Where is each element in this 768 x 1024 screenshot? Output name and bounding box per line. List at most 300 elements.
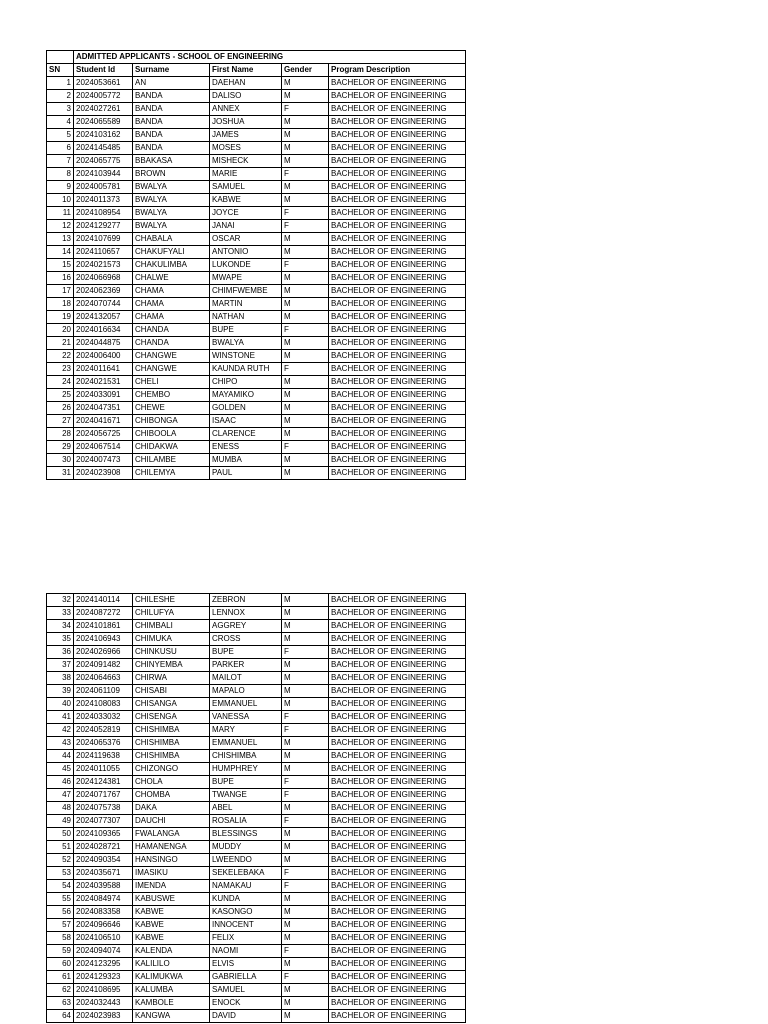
program-cell: BACHELOR OF ENGINEERING xyxy=(329,272,466,285)
table-row xyxy=(47,194,466,207)
program-cell: BACHELOR OF ENGINEERING xyxy=(329,685,466,698)
program-cell: BACHELOR OF ENGINEERING xyxy=(329,789,466,802)
student-id-cell: 2024108954 xyxy=(74,207,133,220)
student-id-cell: 2024044875 xyxy=(74,337,133,350)
student-id-cell: 2024028721 xyxy=(74,841,133,854)
first-name-cell: MWAPE xyxy=(210,272,282,285)
surname-cell: CHIRWA xyxy=(133,672,210,685)
first-name-cell: KASONGO xyxy=(210,906,282,919)
first-name-cell: MAILOT xyxy=(210,672,282,685)
gender-cell: M xyxy=(282,737,329,750)
student-id-cell: 2024094074 xyxy=(74,945,133,958)
student-id-cell: 2024132057 xyxy=(74,311,133,324)
sn-cell: 51 xyxy=(47,841,74,854)
student-id-cell: 2024070744 xyxy=(74,298,133,311)
student-id-cell: 2024071767 xyxy=(74,789,133,802)
sn-cell: 63 xyxy=(47,997,74,1010)
table-row xyxy=(47,828,466,841)
student-id-cell: 2024021531 xyxy=(74,376,133,389)
surname-cell: CHAMA xyxy=(133,298,210,311)
first-name-cell: NAOMI xyxy=(210,945,282,958)
gender-cell: F xyxy=(282,815,329,828)
gender-cell: M xyxy=(282,272,329,285)
table-row xyxy=(47,233,466,246)
table-row xyxy=(47,298,466,311)
sn-cell: 5 xyxy=(47,129,74,142)
surname-cell: BWALYA xyxy=(133,181,210,194)
program-cell: BACHELOR OF ENGINEERING xyxy=(329,324,466,337)
program-cell: BACHELOR OF ENGINEERING xyxy=(329,168,466,181)
sn-cell: 48 xyxy=(47,802,74,815)
table-row xyxy=(47,620,466,633)
student-id-cell: 2024066968 xyxy=(74,272,133,285)
gender-cell: F xyxy=(282,259,329,272)
sn-cell: 12 xyxy=(47,220,74,233)
first-name-cell: BWALYA xyxy=(210,337,282,350)
program-cell: BACHELOR OF ENGINEERING xyxy=(329,428,466,441)
sn-cell: 29 xyxy=(47,441,74,454)
sn-cell: 55 xyxy=(47,893,74,906)
table-row xyxy=(47,607,466,620)
program-cell: BACHELOR OF ENGINEERING xyxy=(329,363,466,376)
table-row xyxy=(47,207,466,220)
first-name-cell: ANTONIO xyxy=(210,246,282,259)
gender-cell: M xyxy=(282,854,329,867)
student-id-cell: 2024106943 xyxy=(74,633,133,646)
surname-cell: CHAMA xyxy=(133,311,210,324)
sn-cell: 39 xyxy=(47,685,74,698)
surname-cell: CHISHIMBA xyxy=(133,737,210,750)
student-id-cell: 2024129323 xyxy=(74,971,133,984)
sn-cell: 7 xyxy=(47,155,74,168)
program-cell: BACHELOR OF ENGINEERING xyxy=(329,259,466,272)
first-name-cell: ANNEX xyxy=(210,103,282,116)
student-id-cell: 2024005781 xyxy=(74,181,133,194)
gender-cell: M xyxy=(282,246,329,259)
table-row xyxy=(47,633,466,646)
program-cell: BACHELOR OF ENGINEERING xyxy=(329,984,466,997)
surname-cell: HANSINGO xyxy=(133,854,210,867)
program-cell: BACHELOR OF ENGINEERING xyxy=(329,711,466,724)
surname-cell: CHISANGA xyxy=(133,698,210,711)
student-id-cell: 2024039588 xyxy=(74,880,133,893)
gender-cell: M xyxy=(282,467,329,480)
table-row xyxy=(47,659,466,672)
surname-cell: CHANGWE xyxy=(133,350,210,363)
header-student-id: Student Id xyxy=(74,64,133,77)
program-cell: BACHELOR OF ENGINEERING xyxy=(329,129,466,142)
student-id-cell: 2024005772 xyxy=(74,90,133,103)
table-row xyxy=(47,880,466,893)
first-name-cell: NAMAKAU xyxy=(210,880,282,893)
table-row xyxy=(47,919,466,932)
first-name-cell: JANAI xyxy=(210,220,282,233)
gender-cell: M xyxy=(282,659,329,672)
table-row xyxy=(47,142,466,155)
table-row xyxy=(47,594,466,607)
surname-cell: CHILESHE xyxy=(133,594,210,607)
program-cell: BACHELOR OF ENGINEERING xyxy=(329,724,466,737)
student-id-cell: 2024065775 xyxy=(74,155,133,168)
student-id-cell: 2024062369 xyxy=(74,285,133,298)
first-name-cell: ROSALIA xyxy=(210,815,282,828)
gender-cell: M xyxy=(282,893,329,906)
first-name-cell: BLESSINGS xyxy=(210,828,282,841)
sn-cell: 33 xyxy=(47,607,74,620)
first-name-cell: MARIE xyxy=(210,168,282,181)
first-name-cell: EMMANUEL xyxy=(210,698,282,711)
surname-cell: CHIMUKA xyxy=(133,633,210,646)
first-name-cell: KUNDA xyxy=(210,893,282,906)
sn-cell: 20 xyxy=(47,324,74,337)
sn-cell: 9 xyxy=(47,181,74,194)
surname-cell: CHISABI xyxy=(133,685,210,698)
program-cell: BACHELOR OF ENGINEERING xyxy=(329,815,466,828)
table-row xyxy=(47,971,466,984)
table-row xyxy=(47,77,466,90)
sn-cell: 1 xyxy=(47,77,74,90)
gender-cell: M xyxy=(282,906,329,919)
surname-cell: BANDA xyxy=(133,103,210,116)
program-cell: BACHELOR OF ENGINEERING xyxy=(329,311,466,324)
program-cell: BACHELOR OF ENGINEERING xyxy=(329,633,466,646)
table-row xyxy=(47,750,466,763)
sn-cell: 42 xyxy=(47,724,74,737)
title-spacer-cell xyxy=(47,51,74,64)
sn-cell: 31 xyxy=(47,467,74,480)
table-title: ADMITTED APPLICANTS - SCHOOL OF ENGINEERING xyxy=(74,51,466,64)
program-cell: BACHELOR OF ENGINEERING xyxy=(329,402,466,415)
gender-cell: F xyxy=(282,220,329,233)
surname-cell: CHIBOOLA xyxy=(133,428,210,441)
surname-cell: KABWE xyxy=(133,906,210,919)
table-row xyxy=(47,155,466,168)
surname-cell: CHILAMBE xyxy=(133,454,210,467)
program-cell: BACHELOR OF ENGINEERING xyxy=(329,155,466,168)
student-id-cell: 2024032443 xyxy=(74,997,133,1010)
gender-cell: M xyxy=(282,415,329,428)
student-id-cell: 2024110657 xyxy=(74,246,133,259)
first-name-cell: ABEL xyxy=(210,802,282,815)
first-name-cell: ZEBRON xyxy=(210,594,282,607)
table-row xyxy=(47,1010,466,1023)
surname-cell: KAMBOLE xyxy=(133,997,210,1010)
sn-cell: 46 xyxy=(47,776,74,789)
gender-cell: M xyxy=(282,841,329,854)
gender-cell: M xyxy=(282,620,329,633)
surname-cell: KABWE xyxy=(133,932,210,945)
gender-cell: M xyxy=(282,594,329,607)
surname-cell: CHIDAKWA xyxy=(133,441,210,454)
surname-cell: IMASIKU xyxy=(133,867,210,880)
surname-cell: BANDA xyxy=(133,116,210,129)
surname-cell: KALUMBA xyxy=(133,984,210,997)
table-row xyxy=(47,841,466,854)
surname-cell: CHANDA xyxy=(133,337,210,350)
header-sn: SN xyxy=(47,64,74,77)
sn-cell: 23 xyxy=(47,363,74,376)
gender-cell: M xyxy=(282,454,329,467)
sn-cell: 53 xyxy=(47,867,74,880)
first-name-cell: CLARENCE xyxy=(210,428,282,441)
first-name-cell: WINSTONE xyxy=(210,350,282,363)
student-id-cell: 2024106510 xyxy=(74,932,133,945)
surname-cell: CHINYEMBA xyxy=(133,659,210,672)
sn-cell: 54 xyxy=(47,880,74,893)
surname-cell: IMENDA xyxy=(133,880,210,893)
program-cell: BACHELOR OF ENGINEERING xyxy=(329,594,466,607)
first-name-cell: MARY xyxy=(210,724,282,737)
student-id-cell: 2024016634 xyxy=(74,324,133,337)
student-id-cell: 2024090354 xyxy=(74,854,133,867)
first-name-cell: MISHECK xyxy=(210,155,282,168)
program-cell: BACHELOR OF ENGINEERING xyxy=(329,828,466,841)
table-row xyxy=(47,467,466,480)
student-id-cell: 2024047351 xyxy=(74,402,133,415)
program-cell: BACHELOR OF ENGINEERING xyxy=(329,285,466,298)
program-cell: BACHELOR OF ENGINEERING xyxy=(329,997,466,1010)
table-row xyxy=(47,103,466,116)
student-id-cell: 2024011641 xyxy=(74,363,133,376)
first-name-cell: HUMPHREY xyxy=(210,763,282,776)
program-cell: BACHELOR OF ENGINEERING xyxy=(329,142,466,155)
applicants-table-page2 xyxy=(46,593,466,1023)
first-name-cell: DAVID xyxy=(210,1010,282,1023)
table-row xyxy=(47,685,466,698)
surname-cell: CHOMBA xyxy=(133,789,210,802)
gender-cell: M xyxy=(282,984,329,997)
sn-cell: 61 xyxy=(47,971,74,984)
first-name-cell: AGGREY xyxy=(210,620,282,633)
student-id-cell: 2024064663 xyxy=(74,672,133,685)
first-name-cell: ENESS xyxy=(210,441,282,454)
program-cell: BACHELOR OF ENGINEERING xyxy=(329,441,466,454)
gender-cell: F xyxy=(282,646,329,659)
student-id-cell: 2024052819 xyxy=(74,724,133,737)
student-id-cell: 2024083358 xyxy=(74,906,133,919)
sn-cell: 59 xyxy=(47,945,74,958)
gender-cell: F xyxy=(282,945,329,958)
sn-cell: 28 xyxy=(47,428,74,441)
gender-cell: M xyxy=(282,763,329,776)
surname-cell: BBAKASA xyxy=(133,155,210,168)
gender-cell: M xyxy=(282,698,329,711)
table-row xyxy=(47,363,466,376)
first-name-cell: LENNOX xyxy=(210,607,282,620)
first-name-cell: CHIPO xyxy=(210,376,282,389)
surname-cell: DAUCHI xyxy=(133,815,210,828)
surname-cell: BANDA xyxy=(133,90,210,103)
gender-cell: M xyxy=(282,311,329,324)
table-row xyxy=(47,285,466,298)
program-cell: BACHELOR OF ENGINEERING xyxy=(329,207,466,220)
sn-cell: 3 xyxy=(47,103,74,116)
gender-cell: F xyxy=(282,207,329,220)
sn-cell: 60 xyxy=(47,958,74,971)
program-cell: BACHELOR OF ENGINEERING xyxy=(329,116,466,129)
table-row xyxy=(47,272,466,285)
student-id-cell: 2024011373 xyxy=(74,194,133,207)
first-name-cell: BUPE xyxy=(210,776,282,789)
table-row xyxy=(47,893,466,906)
sn-cell: 4 xyxy=(47,116,74,129)
table-row xyxy=(47,698,466,711)
surname-cell: CHIMBALI xyxy=(133,620,210,633)
surname-cell: KABWE xyxy=(133,919,210,932)
gender-cell: M xyxy=(282,428,329,441)
first-name-cell: EMMANUEL xyxy=(210,737,282,750)
first-name-cell: MOSES xyxy=(210,142,282,155)
table-row xyxy=(47,415,466,428)
sn-cell: 27 xyxy=(47,415,74,428)
table-row xyxy=(47,802,466,815)
gender-cell: M xyxy=(282,337,329,350)
sn-cell: 30 xyxy=(47,454,74,467)
header-first-name: First Name xyxy=(210,64,282,77)
surname-cell: BROWN xyxy=(133,168,210,181)
first-name-cell: GABRIELLA xyxy=(210,971,282,984)
gender-cell: M xyxy=(282,1010,329,1023)
program-cell: BACHELOR OF ENGINEERING xyxy=(329,971,466,984)
surname-cell: KALILILO xyxy=(133,958,210,971)
table-row xyxy=(47,181,466,194)
sn-cell: 38 xyxy=(47,672,74,685)
surname-cell: CHELI xyxy=(133,376,210,389)
sn-cell: 2 xyxy=(47,90,74,103)
sn-cell: 45 xyxy=(47,763,74,776)
table-row xyxy=(47,763,466,776)
surname-cell: CHAMA xyxy=(133,285,210,298)
surname-cell: CHILUFYA xyxy=(133,607,210,620)
program-cell: BACHELOR OF ENGINEERING xyxy=(329,298,466,311)
student-id-cell: 2024124381 xyxy=(74,776,133,789)
sn-cell: 14 xyxy=(47,246,74,259)
student-id-cell: 2024087272 xyxy=(74,607,133,620)
program-cell: BACHELOR OF ENGINEERING xyxy=(329,415,466,428)
header-program-description: Program Description xyxy=(329,64,466,77)
table-row xyxy=(47,129,466,142)
first-name-cell: SAMUEL xyxy=(210,984,282,997)
gender-cell: M xyxy=(282,672,329,685)
table-row xyxy=(47,997,466,1010)
surname-cell: KALENDA xyxy=(133,945,210,958)
surname-cell: CHEMBO xyxy=(133,389,210,402)
program-cell: BACHELOR OF ENGINEERING xyxy=(329,1010,466,1023)
sn-cell: 40 xyxy=(47,698,74,711)
table-row xyxy=(47,906,466,919)
student-id-cell: 2024041671 xyxy=(74,415,133,428)
gender-cell: M xyxy=(282,77,329,90)
program-cell: BACHELOR OF ENGINEERING xyxy=(329,350,466,363)
student-id-cell: 2024119638 xyxy=(74,750,133,763)
gender-cell: M xyxy=(282,750,329,763)
first-name-cell: CHISHIMBA xyxy=(210,750,282,763)
first-name-cell: SEKELEBAKA xyxy=(210,867,282,880)
student-id-cell: 2024084974 xyxy=(74,893,133,906)
sn-cell: 52 xyxy=(47,854,74,867)
table-row xyxy=(47,789,466,802)
sn-cell: 43 xyxy=(47,737,74,750)
sn-cell: 17 xyxy=(47,285,74,298)
first-name-cell: NATHAN xyxy=(210,311,282,324)
surname-cell: CHIZONGO xyxy=(133,763,210,776)
gender-cell: M xyxy=(282,129,329,142)
sn-cell: 22 xyxy=(47,350,74,363)
program-cell: BACHELOR OF ENGINEERING xyxy=(329,763,466,776)
table-row xyxy=(47,389,466,402)
surname-cell: KALIMUKWA xyxy=(133,971,210,984)
sn-cell: 50 xyxy=(47,828,74,841)
first-name-cell: TWANGE xyxy=(210,789,282,802)
gender-cell: M xyxy=(282,997,329,1010)
sn-cell: 11 xyxy=(47,207,74,220)
student-id-cell: 2024145485 xyxy=(74,142,133,155)
surname-cell: BWALYA xyxy=(133,220,210,233)
table-row xyxy=(47,958,466,971)
sn-cell: 13 xyxy=(47,233,74,246)
table-row xyxy=(47,776,466,789)
first-name-cell: OSCAR xyxy=(210,233,282,246)
gender-cell: M xyxy=(282,194,329,207)
program-cell: BACHELOR OF ENGINEERING xyxy=(329,841,466,854)
program-cell: BACHELOR OF ENGINEERING xyxy=(329,194,466,207)
program-cell: BACHELOR OF ENGINEERING xyxy=(329,750,466,763)
gender-cell: M xyxy=(282,607,329,620)
table-row xyxy=(47,724,466,737)
header-surname: Surname xyxy=(133,64,210,77)
first-name-cell: KABWE xyxy=(210,194,282,207)
sn-cell: 44 xyxy=(47,750,74,763)
student-id-cell: 2024035671 xyxy=(74,867,133,880)
surname-cell: CHISENGA xyxy=(133,711,210,724)
header-gender: Gender xyxy=(282,64,329,77)
gender-cell: M xyxy=(282,633,329,646)
gender-cell: M xyxy=(282,233,329,246)
surname-cell: CHANGWE xyxy=(133,363,210,376)
student-id-cell: 2024033091 xyxy=(74,389,133,402)
surname-cell: BWALYA xyxy=(133,194,210,207)
surname-cell: BANDA xyxy=(133,129,210,142)
first-name-cell: PARKER xyxy=(210,659,282,672)
program-cell: BACHELOR OF ENGINEERING xyxy=(329,103,466,116)
surname-cell: CHISHIMBA xyxy=(133,724,210,737)
program-cell: BACHELOR OF ENGINEERING xyxy=(329,854,466,867)
sn-cell: 41 xyxy=(47,711,74,724)
table-row xyxy=(47,815,466,828)
table-row xyxy=(47,116,466,129)
program-cell: BACHELOR OF ENGINEERING xyxy=(329,919,466,932)
sn-cell: 36 xyxy=(47,646,74,659)
program-cell: BACHELOR OF ENGINEERING xyxy=(329,181,466,194)
table-row xyxy=(47,867,466,880)
first-name-cell: INNOCENT xyxy=(210,919,282,932)
gender-cell: F xyxy=(282,103,329,116)
first-name-cell: MUDDY xyxy=(210,841,282,854)
program-cell: BACHELOR OF ENGINEERING xyxy=(329,906,466,919)
surname-cell: BANDA xyxy=(133,142,210,155)
student-id-cell: 2024123295 xyxy=(74,958,133,971)
table-row xyxy=(47,324,466,337)
first-name-cell: MUMBA xyxy=(210,454,282,467)
student-id-cell: 2024096646 xyxy=(74,919,133,932)
first-name-cell: CHIMFWEMBE xyxy=(210,285,282,298)
student-id-cell: 2024006400 xyxy=(74,350,133,363)
student-id-cell: 2024108695 xyxy=(74,984,133,997)
table-row xyxy=(47,646,466,659)
student-id-cell: 2024109365 xyxy=(74,828,133,841)
sn-cell: 62 xyxy=(47,984,74,997)
sn-cell: 49 xyxy=(47,815,74,828)
